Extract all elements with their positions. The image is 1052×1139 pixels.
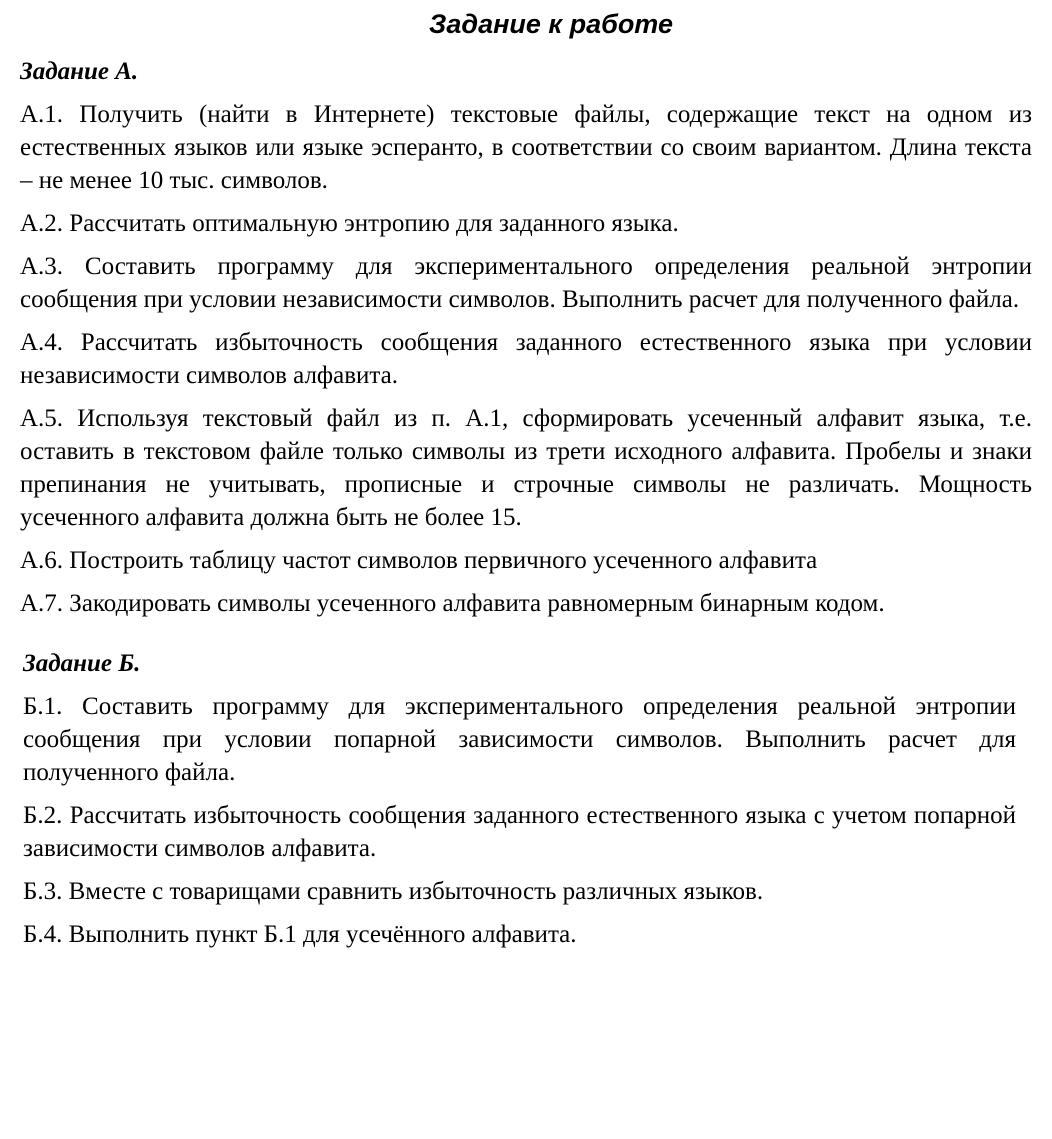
section-a bbox=[20, 56, 1032, 620]
section-a-heading: Задание А. bbox=[20, 58, 139, 85]
task-a6: А.6. Построить таблицу частот символов первичного усеченного алфавита bbox=[20, 547, 818, 574]
task-a4: А.4. Рассчитать избыточность сообщения заданного естественного языка при условии независимости символов алфавита. bbox=[20, 329, 1032, 389]
section-b-heading: Задание Б. bbox=[23, 650, 141, 677]
task-b4: Б.4. Выполнить пункт Б.1 для усечённого алфавита. bbox=[23, 921, 577, 948]
task-b1: Б.1. Составить программу для экспериментального определения реальной энтропии сообщения при условии попарной зависимости символов. Выполнить расчет для полученного файла. bbox=[23, 693, 1016, 786]
section-b bbox=[20, 648, 1032, 951]
task-a7: А.7. Закодировать символы усеченного алфавита равномерным бинарным кодом. bbox=[20, 590, 885, 617]
document-title: Задание к работе bbox=[429, 9, 673, 39]
task-b2: Б.2. Рассчитать избыточность сообщения заданного естественного языка с учетом попарной зависимости символов алфавита. bbox=[23, 802, 1016, 862]
task-a5: А.5. Используя текстовый файл из п. А.1, сформировать усеченный алфавит языка, т.е. оставить в текстовом файле только символы из трети исходного алфавита. Пробелы и знаки препинания не учитывать, прописные и строчные символы не различать. Мощность усеченного алфавита должна быть не более 15. bbox=[20, 405, 1032, 531]
task-b3: Б.3. Вместе с товарищами сравнить избыточность различных языков. bbox=[23, 878, 764, 905]
task-a3: А.3. Составить программу для экспериментального определения реальной энтропии сообщения при условии независимости символов. Выполнить расчет для полученного файла. bbox=[20, 253, 1032, 313]
task-a1: А.1. Получить (найти в Интернете) текстовые файлы, содержащие текст на одном из естественных языков или языке эсперанто, в соответствии со своим вариантом. Длина текста – не менее 10 тыс. символов. bbox=[20, 101, 1032, 194]
document-page bbox=[20, 6, 1032, 961]
task-a2: А.2. Рассчитать оптимальную энтропию для заданного языка. bbox=[20, 210, 679, 237]
